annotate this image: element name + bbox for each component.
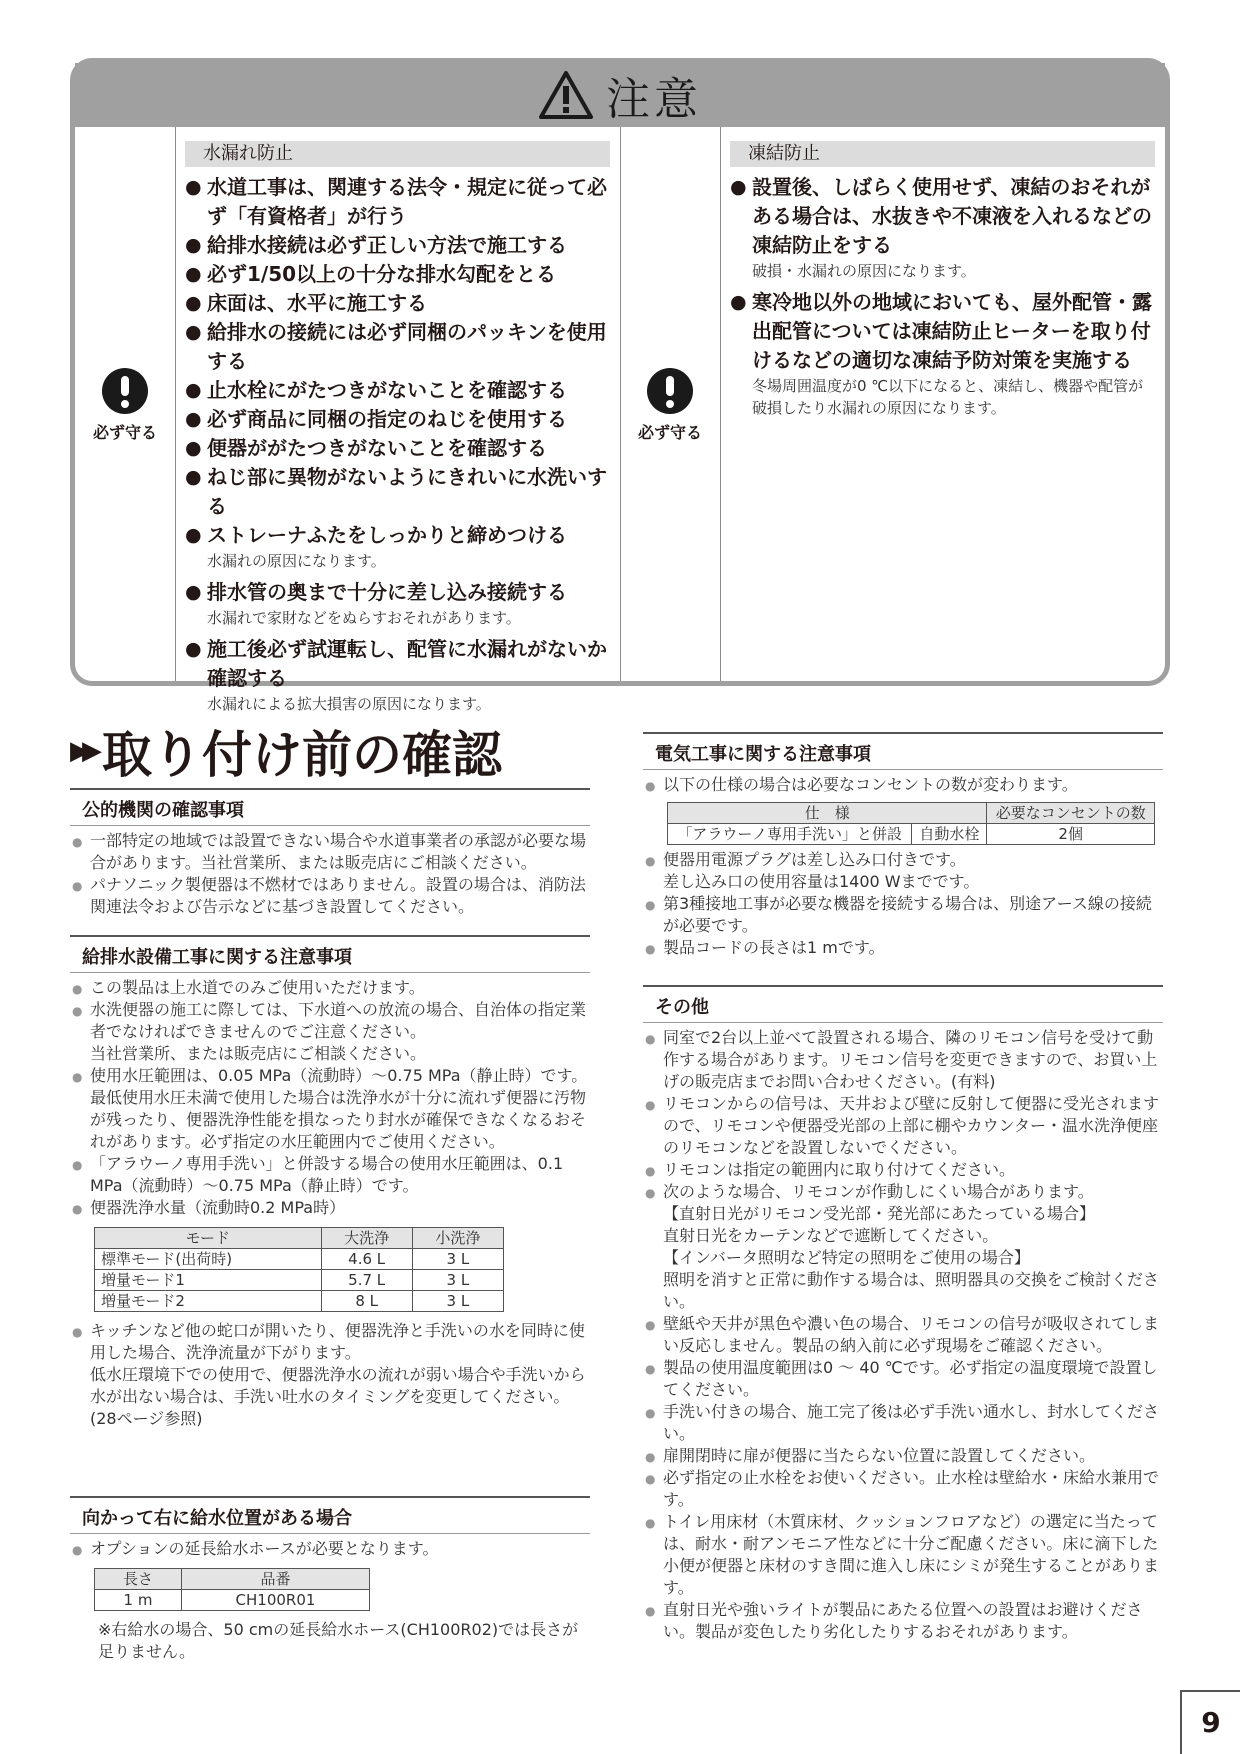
- table-cell: 増量モード2: [95, 1291, 322, 1312]
- caution-item: ● 給排水接続は必ず正しい方法で施工する: [185, 231, 610, 260]
- list-item: ● 製品コードの長さは1 mです。: [643, 937, 1163, 959]
- list-item: ● 製品の使用温度範囲は0 ～ 40 ℃です。必ず指定の温度環境で設置してください。: [643, 1357, 1163, 1401]
- divider: [720, 127, 721, 681]
- list-item: ● 必ず指定の止水栓をお使いください。止水栓は壁給水・床給水兼用です。: [643, 1467, 1163, 1511]
- caution-item: ● 給排水の接続には必ず同梱のパッキンを使用する: [185, 318, 610, 376]
- caution-right-heading: 凍結防止: [730, 141, 1155, 167]
- hose-table: [94, 1568, 370, 1611]
- table-cell: 5.7 L: [321, 1270, 412, 1291]
- caution-item: ● ねじ部に異物がないようにきれいに水洗いする: [185, 463, 610, 521]
- exclamation-icon: [647, 368, 693, 414]
- caution-left-column: [185, 127, 610, 713]
- list-item: ● 使用水圧範囲は、0.05 MPa（流動時）～0.75 MPa（静止時）です。: [70, 1065, 590, 1087]
- table-row: [95, 1270, 504, 1291]
- table-header: 仕 様: [668, 803, 987, 824]
- must-follow-label: 必ず守る: [637, 423, 702, 442]
- list-item: ● リモコンからの信号は、天井および壁に反射して便器に受光されますので、リモコンや便器受光部の上部に棚やカウンター・温水洗浄便座のリモコンなどを設置しないでください。: [643, 1093, 1163, 1159]
- divider: [620, 127, 621, 681]
- caution-note: 水漏れの原因になります。: [207, 552, 386, 570]
- must-follow-icon-left: [80, 368, 170, 443]
- caution-item: ● 寒冷地以外の地域においても、屋外配管・露出配管については凍結防止ヒーターを取り付けるなどの適切な凍結予防対策を実施する: [730, 288, 1155, 375]
- table-header: 大洗浄: [321, 1228, 412, 1249]
- table-cell: 3 L: [412, 1249, 503, 1270]
- list-item: ● 直射日光や強いライトが製品にあたる位置への設置はお避けください。製品が変色したり劣化したりするおそれがあります。: [643, 1599, 1163, 1643]
- table-header: 小洗浄: [412, 1228, 503, 1249]
- list-item-sub: 当社営業所、または販売店にご相談ください。: [90, 1044, 427, 1063]
- list-item-sub: 【インバータ照明など特定の照明をご使用の場合】: [663, 1248, 1030, 1267]
- section-right-supply: [70, 1496, 590, 1663]
- arrow-icon: ▶▶: [70, 736, 94, 766]
- table-cell: CH100R01: [182, 1590, 370, 1611]
- table-header: 必要なコンセントの数: [987, 803, 1155, 824]
- section-electrical: [643, 732, 1163, 959]
- table-cell: 1 m: [95, 1590, 182, 1611]
- list-item: ● この製品は上水道でのみご使用いただけます。: [70, 977, 590, 999]
- list-item: ● 同室で2台以上並べて設置される場合、隣のリモコン信号を受けて動作する場合があります。リモコン信号を変更できますので、お買い上げの販売店までお問い合わせください。(有料): [643, 1027, 1163, 1093]
- caution-box: [70, 58, 1170, 713]
- list-item-sub: 最低使用水圧未満で使用した場合は洗浄水が十分に流れず便器に汚物が残ったり、便器洗浄性能を損なったり封水が確保できなくなるおそれがあります。必ず指定の水圧範囲内でご使用ください。: [90, 1088, 587, 1151]
- section-public: [70, 788, 590, 918]
- warning-icon: [538, 70, 594, 120]
- list-item-sub: 照明を消すと正常に動作する場合は、照明器具の交換をご検討ください。: [663, 1270, 1160, 1311]
- section-heading: 向かって右に給水位置がある場合: [70, 1496, 590, 1534]
- list-item-sub: 【直射日光がリモコン受光部・発光部にあたっている場合】: [663, 1204, 1096, 1223]
- caution-item: ● 止水栓にがたつきがないことを確認する: [185, 376, 610, 405]
- caution-title: 注意: [606, 74, 702, 125]
- caution-note: 冬場周囲温度が0 ℃以下になると、凍結し、機器や配管が破損したり水漏れの原因になります。: [752, 377, 1144, 417]
- caution-note: 水漏れによる拡大損害の原因になります。: [207, 695, 491, 713]
- caution-item: ● 必ず商品に同梱の指定のねじを使用する: [185, 405, 610, 434]
- list-item: ● 扉開閉時に扉が便器に当たらない位置に設置してください。: [643, 1445, 1163, 1467]
- section-water: [70, 935, 590, 1430]
- list-item-sub: 直射日光をカーテンなどで遮断してください。: [663, 1226, 999, 1245]
- list-item: ● 一部特定の地域では設置できない場合や水道事業者の承認が必要な場合があります。当社営業所、または販売店にご相談ください。: [70, 830, 590, 874]
- table-cell: 8 L: [321, 1291, 412, 1312]
- caution-item: ● 施工後必ず試運転し、配管に水漏れがないか確認する: [185, 635, 610, 693]
- caution-note: 水漏れで家財などをぬらすおそれがあります。: [207, 609, 521, 627]
- caution-right-column: [730, 127, 1155, 681]
- table-cell: 増量モード1: [95, 1270, 322, 1291]
- table-cell: 「アラウーノ専用手洗い」と併設: [668, 824, 912, 845]
- list-item: ● 次のような場合、リモコンが作動しにくい場合があります。: [643, 1181, 1163, 1203]
- table-header: 長さ: [95, 1569, 182, 1590]
- must-follow-label: 必ず守る: [92, 423, 157, 442]
- caution-item: ● 設置後、しばらく使用せず、凍結のおそれがある場合は、水抜きや不凍液を入れるなどの凍結防止をする: [730, 173, 1155, 260]
- list-item: ● キッチンなど他の蛇口が開いたり、便器洗浄と手洗いの水を同時に使用した場合、洗浄流量が下がります。: [70, 1320, 590, 1364]
- exclamation-icon: [102, 368, 148, 414]
- section-heading: 給排水設備工事に関する注意事項: [70, 935, 590, 973]
- caution-left-heading: 水漏れ防止: [185, 141, 610, 167]
- caution-item: ● 必ず1/50以上の十分な排水勾配をとる: [185, 260, 610, 289]
- list-item: ● 壁紙や天井が黒色や濃い色の場合、リモコンの信号が吸収されてしまい反応しません。製品の納入前に必ず現場をご確認ください。: [643, 1313, 1163, 1357]
- caution-header: [75, 63, 1165, 127]
- list-item-sub: 差し込み口の使用容量は1400 Wまでです。: [663, 872, 980, 891]
- section-heading: その他: [643, 985, 1163, 1023]
- footnote: ※右給水の場合、50 cmの延長給水ホース(CH100R02)では長さが足りません。: [98, 1620, 579, 1661]
- list-item: ● 以下の仕様の場合は必要なコンセントの数が変わります。: [643, 774, 1163, 796]
- outlet-table: [667, 802, 1155, 845]
- list-item: ● パナソニック製便器は不燃材ではありません。設置の場合は、消防法関連法令および告示などに基づき設置してください。: [70, 874, 590, 918]
- flush-volume-table: [94, 1227, 504, 1312]
- list-item: ● 便器用電源プラグは差し込み口付きです。: [643, 849, 1163, 871]
- caution-item: ● 排水管の奥まで十分に差し込み接続する: [185, 578, 610, 607]
- list-item: ● 第3種接地工事が必要な機器を接続する場合は、別途アース線の接続が必要です。: [643, 893, 1163, 937]
- list-item-sub: 低水圧環境下での使用で、便器洗浄水の流れが弱い場合や手洗いから水が出ない場合は、手洗い吐水のタイミングを変更してください。(28ページ参照): [90, 1365, 586, 1428]
- section-heading: 電気工事に関する注意事項: [643, 732, 1163, 770]
- table-cell: 標準モード(出荷時): [95, 1249, 322, 1270]
- caution-item: ● ストレーナふたをしっかりと締めつける: [185, 521, 610, 550]
- caution-item: ● 便器ががたつきがないことを確認する: [185, 434, 610, 463]
- table-cell: 自動水栓: [912, 824, 987, 845]
- section-other: [643, 985, 1163, 1643]
- list-item: ● 便器洗浄水量（流動時0.2 MPa時）: [70, 1197, 590, 1219]
- caution-item: ● 床面は、水平に施工する: [185, 289, 610, 318]
- caution-item: ● 水道工事は、関連する法令・規定に従って必ず「有資格者」が行う: [185, 173, 610, 231]
- list-item: ● オプションの延長給水ホースが必要となります。: [70, 1538, 590, 1560]
- table-header: 品番: [182, 1569, 370, 1590]
- table-header: モード: [95, 1228, 322, 1249]
- table-cell: 4.6 L: [321, 1249, 412, 1270]
- section-heading: 公的機関の確認事項: [70, 788, 590, 826]
- list-item: ● 「アラウーノ専用手洗い」と併設する場合の使用水圧範囲は、0.1 MPa（流動時）～0.75 MPa（静止時）です。: [70, 1153, 590, 1197]
- must-follow-icon-right: [625, 368, 715, 443]
- table-cell: 2個: [987, 824, 1155, 845]
- table-row: [95, 1249, 504, 1270]
- table-row: [95, 1291, 504, 1312]
- page-number: 9: [1180, 1690, 1240, 1754]
- list-item: ● トイレ用床材（木質床材、クッションフロアなど）の選定に当たっては、耐水・耐アンモニア性などに十分ご配慮ください。床に滴下した小便が便器と床材のすき間に進入し床にシミが発生することがあります。: [643, 1511, 1163, 1599]
- divider: [175, 127, 176, 681]
- table-cell: 3 L: [412, 1270, 503, 1291]
- list-item: ● リモコンは指定の範囲内に取り付けてください。: [643, 1159, 1163, 1181]
- caution-note: 破損・水漏れの原因になります。: [752, 262, 976, 280]
- table-cell: 3 L: [412, 1291, 503, 1312]
- list-item: ● 手洗い付きの場合、施工完了後は必ず手洗い通水し、封水してください。: [643, 1401, 1163, 1445]
- list-item: ● 水洗便器の施工に際しては、下水道への放流の場合、自治体の指定業者でなければできませんのでご注意ください。: [70, 999, 590, 1043]
- main-title: ▶▶ 取り付け前の確認: [70, 726, 502, 784]
